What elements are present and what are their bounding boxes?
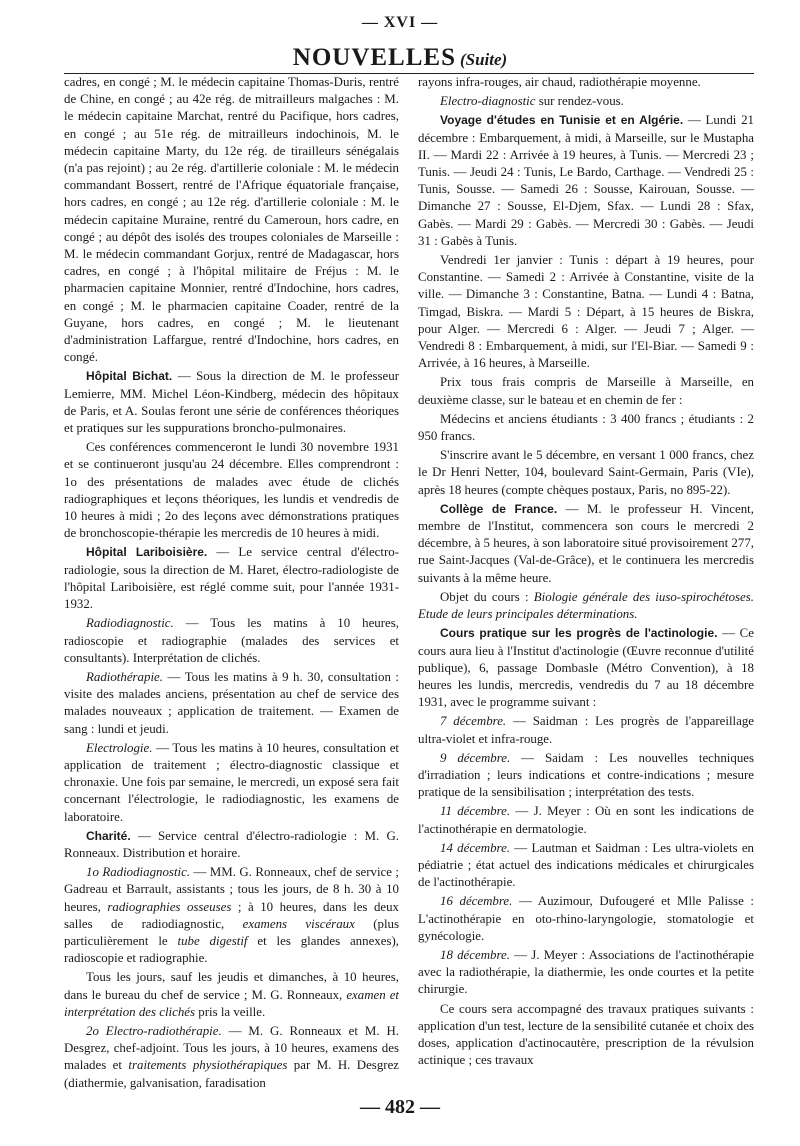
program-item bbox=[418, 947, 754, 999]
paragraph-charite-clinical bbox=[64, 969, 399, 1021]
program-item bbox=[418, 750, 754, 802]
c1p2-italic: examen et interprétation des clichés bbox=[64, 987, 400, 1019]
program-text: — Saidam : Les nouvelles techniques d'irradiation ; leurs indications et contre-indications ; mesure pratique de la sensibilisation ; interprétation des tests. bbox=[418, 750, 754, 800]
heading-voyage: Voyage d'études en Tunisie et en Algérie. bbox=[440, 113, 684, 128]
paragraph-lariboisiere bbox=[64, 544, 399, 613]
paragraph-voyage-register: S'inscrire avant le 5 décembre, en versant 1 000 francs, chez le Dr Henri Netter, 104, boulevard Saint-Germain, Paris (VIe), après 18 heures (compte chèques postaux, Paris, no 895-22). bbox=[418, 448, 754, 497]
program-date: 9 décembre. bbox=[440, 750, 511, 765]
program-item bbox=[418, 803, 754, 837]
lariboisiere-text: — Le service central d'électro-radiologie, sous la direction de M. Haret, électro-radiologiste de l'hôpital Lariboisière, est réglé comme suit, pour l'année 1931-1932. bbox=[64, 545, 399, 612]
paragraph-voyage bbox=[418, 112, 754, 250]
college-text: — M. le professeur H. Vincent, membre de l'Institut, commencera son cours le mercredi 2 décembre, à 5 heures, à son laboratoire situé provisoirement 277, rue Saint-Jacques (Val-de-Grâce), et le continuera les mercredis suivants à la même heure. bbox=[418, 501, 754, 585]
paragraph-electrodiag bbox=[418, 93, 754, 110]
paragraph-nominations: cadres, en congé ; M. le médecin capitaine Thomas-Duris, rentré de Chine, en congé ; au 42e rég. de mitrailleurs malgaches : M. le médecin capitaine Marchat, rentré du Pacifique, hors cadres, en congé ; au 51e rég. de mitrailleurs indochinois, M. le médecin capitaine Marty, du 12e rég. de tirailleurs sénégalais (n'a pas rejoint) ; au 2e rég. d'artillerie coloniale : M. le médecin commandant Bossert, rentré de l'Afrique équatoriale française, hors cadres, en congé ; au 12e rég. d'artillerie coloniale : M. le médecin capitaine Muraine, rentré du Cameroun, hors cadre, en congé ; au dépôt des isolés des troupes coloniales de Marseille : M. le médecin commandant Gorjux, rentré de Madagascar, hors cadres, en congé ; à l'hôpital militaire de Fréjus : M. le pharmacien capitaine Monnier, rentré d'Indochine, hors cadres, en congé ; M. le pharmacien capitaine Coader, rentré de la Guyane, hors cadres, en congé ; M. le lieutenant d'administration Laffargue, rentré d'Indochine, hors cadres, en congé. bbox=[64, 75, 399, 365]
c1-text-c: (plus particulièrement le bbox=[64, 916, 399, 948]
paragraph-charite-radiodiag bbox=[64, 864, 399, 967]
radiodiagnostic-label: Radiodiagnostic. bbox=[86, 616, 174, 631]
electrologie-text: — Tous les matins à 10 heures, consultation et application de traitement ; électro-diagnostic classique et chronaxie. Une fois par semaine, le mercredi, un exposé sera fait concernant l'électrologie, le radiodiagnostic, les examens de laboratoire. bbox=[64, 740, 399, 824]
electrodiag-text: sur rendez-vous. bbox=[535, 94, 624, 109]
paragraph-college bbox=[418, 501, 754, 587]
c1p2-text-b: pris la veille. bbox=[195, 1004, 266, 1019]
program-date: 7 décembre. bbox=[440, 714, 507, 729]
heading-lariboisiere: Hôpital Lariboisière. bbox=[86, 545, 208, 560]
program-date: 11 décembre. bbox=[440, 804, 511, 819]
paragraph-travaux: Ce cours sera accompagné des travaux pratiques suivants : application d'un test, lecture de la sensibilité cutanée et choix des doses, application d'actinocautère, prescription de la révulsion actinique ; ces travaux bbox=[418, 1001, 754, 1068]
paragraph-voyage-price: Prix tous frais compris de Marseille à Marseille, en deuxième classe, sur le bateau et en chemin de fer : bbox=[418, 375, 754, 407]
c1p2-text-a: Tous les jours, sauf les jeudis et dimanches, à 10 heures, dans le bureau du chef de service ; M. G. Ronneaux, bbox=[64, 970, 399, 1002]
electrodiag-label: Electro-diagnostic bbox=[440, 94, 536, 109]
radiodiagnostic-text: — Tous les matins à 10 heures, radioscopie et radiographie (malades des services et consultants). Interprétation de clichés. bbox=[64, 616, 399, 665]
bichat-text: — Sous la direction de M. le professeur Lemierre, MM. Michel Léon-Kindberg, médecin des hôpitaux de Paris, et A. Soulas feront une série de conférences théoriques et pratiques sur les suppurations broncho-pulmonaires. bbox=[64, 369, 399, 436]
c1-text-d: et les glandes annexes), radioscopie et radiographie. bbox=[64, 933, 399, 966]
heading-college: Collège de France. bbox=[440, 501, 558, 516]
program-text: — J. Meyer : Associations de l'actinothérapie avec la radiothérapie, la diathermie, les onde courtes et la petite chirurgie. bbox=[418, 947, 754, 997]
right-column bbox=[418, 74, 754, 1071]
c1-italic-c: tube digestif bbox=[177, 933, 248, 948]
program-text: — J. Meyer : Où en sont les indications de l'actinothérapie en dermatologie. bbox=[418, 804, 754, 836]
program-item bbox=[418, 713, 754, 747]
paragraph-continuation: rayons infra-rouges, air chaud, radiothérapie moyenne. bbox=[418, 75, 701, 89]
college-objet-label: Objet du cours : bbox=[440, 589, 534, 604]
electrologie-label: Electrologie. bbox=[86, 740, 153, 755]
section-suite: (Suite) bbox=[459, 50, 508, 69]
college-objet-title: Biologie générale des iuso-spirochétoses. Etude de leurs principales déterminations. bbox=[418, 589, 754, 622]
program-text: — Auzimour, Dufougeré et Mlle Palisse : L'actinothérapie en oto-rhino-laryngologie, stomatologie et gynécologie. bbox=[418, 894, 754, 943]
c2-text-b: par M. H. Desgrez (diathermie, galvanisation, faradisation bbox=[64, 1058, 400, 1090]
paragraph-radiotherapie bbox=[64, 669, 399, 738]
radiotherapie-text: — Tous les matins à 9 h. 30, consultation : visite des malades anciens, présentation au chef de service des malades nouveaux ; application de traitement. — Examen de sang : lundi et jeudi. bbox=[64, 669, 399, 736]
voyage-text: — Lundi 21 décembre : Embarquement, à midi, à Marseille, sur le Mustapha II. — Mardi 22 : Arrivée à 19 heures, à Tunis. — Mercredi 23 ; Tunis. — Jeudi 24 : Tunis, Le Bardo, Carthage. — Vendredi 25 : Tunis, Sousse. — Samedi 26 : Sousse, Kairouan, Sousse. — Dimanche 27 : Sousse, El-Djem, Sfax. — Lundi 28 : Sfax, Gabès. — Mardi 29 : Gabès. — Mercredi 30 : Gabès. — Jeudi 31 : Gabès à Tunis. bbox=[418, 113, 754, 248]
paragraph-radiodiagnostic bbox=[64, 615, 399, 667]
heading-cours: Cours pratique sur les progrès de l'actinologie. bbox=[440, 626, 718, 641]
page-number: — 482 — bbox=[360, 1096, 440, 1118]
program-date: 16 décembre. bbox=[440, 894, 513, 909]
charite-text: — Service central d'électro-radiologie : M. G. Ronneaux. Distribution et horaire. bbox=[64, 828, 399, 860]
paragraph-cours bbox=[418, 625, 754, 711]
page-roman-number: — XVI — bbox=[361, 14, 439, 31]
c1-italic-b: examens viscéraux bbox=[242, 916, 355, 931]
program-date: 14 décembre. bbox=[440, 840, 511, 855]
paragraph-college-objet bbox=[418, 589, 754, 623]
program-date: 18 décembre. bbox=[440, 947, 510, 962]
c1-italic-a: radiographies osseuses bbox=[107, 899, 232, 914]
paragraph-charite bbox=[64, 828, 399, 862]
radiotherapie-label: Radiothérapie. bbox=[86, 669, 163, 684]
section-title: NOUVELLES bbox=[292, 44, 456, 71]
charite-radiodiag-label: 1o Radiodiagnostic. bbox=[86, 865, 191, 880]
charite-electroradio-label: 2o Electro-radiothérapie. bbox=[86, 1023, 222, 1038]
c2-text-a: — M. G. Ronneaux et M. H. Desgrez, chef-adjoint. Tous les jours, à 10 heures, examens des malades et bbox=[64, 1023, 400, 1073]
heading-charite: Charité. bbox=[86, 828, 131, 843]
paragraph-bichat bbox=[64, 368, 399, 437]
c1-text-b: ; à 10 heures, dans les deux salles de radiodiagnostic, bbox=[64, 899, 399, 931]
program-text: — Saidman : Les progrès de l'appareillage ultra-violet et infra-rouge. bbox=[418, 714, 755, 746]
section-header bbox=[0, 44, 800, 72]
program-item bbox=[418, 840, 754, 892]
paragraph-voyage-rates: Médecins et anciens étudiants : 3 400 francs ; étudiants : 2 950 francs. bbox=[418, 411, 754, 444]
c2-italic: traitements physiothérapiques bbox=[128, 1058, 288, 1073]
c1-text-a: — MM. G. Ronneaux, chef de service ; Gadreau et Barrault, assistants ; tous les jours, de 8 h. 30 à 10 heures, bbox=[64, 865, 399, 914]
heading-bichat: Hôpital Bichat. bbox=[86, 369, 173, 384]
cours-text: — Ce cours aura lieu à l'Institut d'actinologie (Œuvre reconnue d'utilité publique), 6, passage Dombasle (Métro Convention), à 18 heures les lundis, mercredis, vendredis du 7 au 18 décembre 1931, avec le programme suivant : bbox=[418, 626, 754, 710]
program-item bbox=[418, 893, 754, 945]
paragraph-electrologie bbox=[64, 740, 399, 826]
program-text: — Lautman et Saidman : Les ultra-violets en pédiatrie ; état actuel des indications médicales et chirurgicales de l'actinothérapie. bbox=[418, 840, 754, 890]
paragraph-bichat-dates: Ces conférences commenceront le lundi 30 novembre 1931 et se continueront jusqu'au 24 décembre. Elles comprendront : 1o des présentations de malades avec étude de clichés radiographiques et leçons théoriques, les lundis et vendredis de 10 heures à midi ; 2o des leçons avec démonstrations pratiques de bronchoscopie-thérapie les mercredis de 10 heures à midi. bbox=[64, 440, 399, 541]
left-column bbox=[64, 74, 399, 1094]
paragraph-charite-electroradio bbox=[64, 1023, 399, 1092]
paragraph-voyage-january: Vendredi 1er janvier : Tunis : départ à 19 heures, pour Constantine. — Samedi 2 : Arrivée à Constantine, visite de la ville. — Dimanche 3 : Constantine, Batna. — Lundi 4 : Batna, Timgad, Biskra. — Mardi 5 : Départ, à 15 heures de Biskra, pour Alger. — Mercredi 6 : Alger. — Jeudi 7 ; Alger. — Vendredi 8 : Embarquement, à midi, sur l'El-Biar. — Samedi 9 : Arrivée, à 16 heures, à Marseille. bbox=[418, 253, 754, 371]
